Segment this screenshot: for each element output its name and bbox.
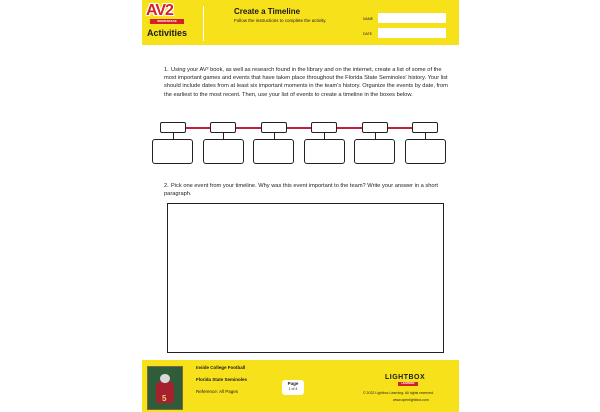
page-title: Create a Timeline: [234, 7, 301, 16]
logo-subtext: WORKSPACE: [150, 19, 184, 24]
logo-text: AV2: [146, 2, 173, 19]
timeline-date-box[interactable]: [261, 122, 287, 133]
timeline-event-box[interactable]: [354, 139, 395, 164]
footer-book-title: Florida State Seminoles: [196, 377, 248, 382]
footer-reference: Reference: All Pages: [196, 389, 239, 394]
worksheet-page: [142, 0, 459, 412]
lightbox-logo: LIGHTBOX: [385, 374, 426, 381]
timeline-event-box[interactable]: [405, 139, 446, 164]
timeline-date-box[interactable]: [311, 122, 337, 133]
timeline-date-box[interactable]: [160, 122, 186, 133]
publisher-url: www.openlightbox.com: [393, 398, 429, 402]
question-2-number: 2.: [164, 183, 169, 189]
header-divider: [203, 6, 204, 41]
timeline-date-box[interactable]: [210, 122, 236, 133]
footer-series: Inside College Football: [196, 365, 246, 370]
header-bar: [142, 0, 459, 45]
cover-player-helmet: [160, 374, 170, 383]
question-1-text: Using your AV² book, as well as research found in the library and on the internet, create a list of some of the most important games and events that have taken place throughout the Florida State Seminoles' history. Your list should include dates from at least six important moments in the team's history. Organize the events by date, from the earliest to the most recent. Then, use your list of events to create a timeline in the boxes below.: [164, 67, 448, 98]
activities-label: Activities: [147, 28, 188, 38]
date-field[interactable]: [378, 28, 446, 38]
copyright-text: © 2022 Lightbox Learning. All rights reserved.: [363, 391, 434, 395]
page-label: Page: [287, 381, 299, 386]
timeline-date-box[interactable]: [412, 122, 438, 133]
question-2-text: Pick one event from your timeline. Why was this event important to the team? Write your answer in a short paragraph.: [164, 183, 439, 198]
cover-jersey-number: 5: [162, 394, 167, 403]
page-number: 1 of 4: [288, 387, 298, 391]
book-cover-image: [147, 366, 183, 410]
question-2: [164, 182, 448, 198]
answer-box[interactable]: [167, 203, 444, 353]
page-indicator: [282, 380, 304, 395]
av2-logo: [146, 3, 188, 25]
lightbox-logo-sub: LEARNING: [398, 382, 418, 386]
question-1-number: 1.: [164, 67, 169, 73]
question-1: [164, 66, 448, 99]
timeline-event-box[interactable]: [304, 139, 345, 164]
timeline-event-box[interactable]: [203, 139, 244, 164]
page-subtitle: Follow the instructions to complete the activity.: [234, 18, 327, 23]
timeline-date-box[interactable]: [362, 122, 388, 133]
name-label: NAME: [363, 17, 374, 21]
name-field[interactable]: [378, 13, 446, 23]
timeline-event-box[interactable]: [253, 139, 294, 164]
timeline-event-box[interactable]: [152, 139, 193, 164]
timeline-line: [166, 127, 432, 129]
date-label: DATE: [363, 32, 373, 36]
